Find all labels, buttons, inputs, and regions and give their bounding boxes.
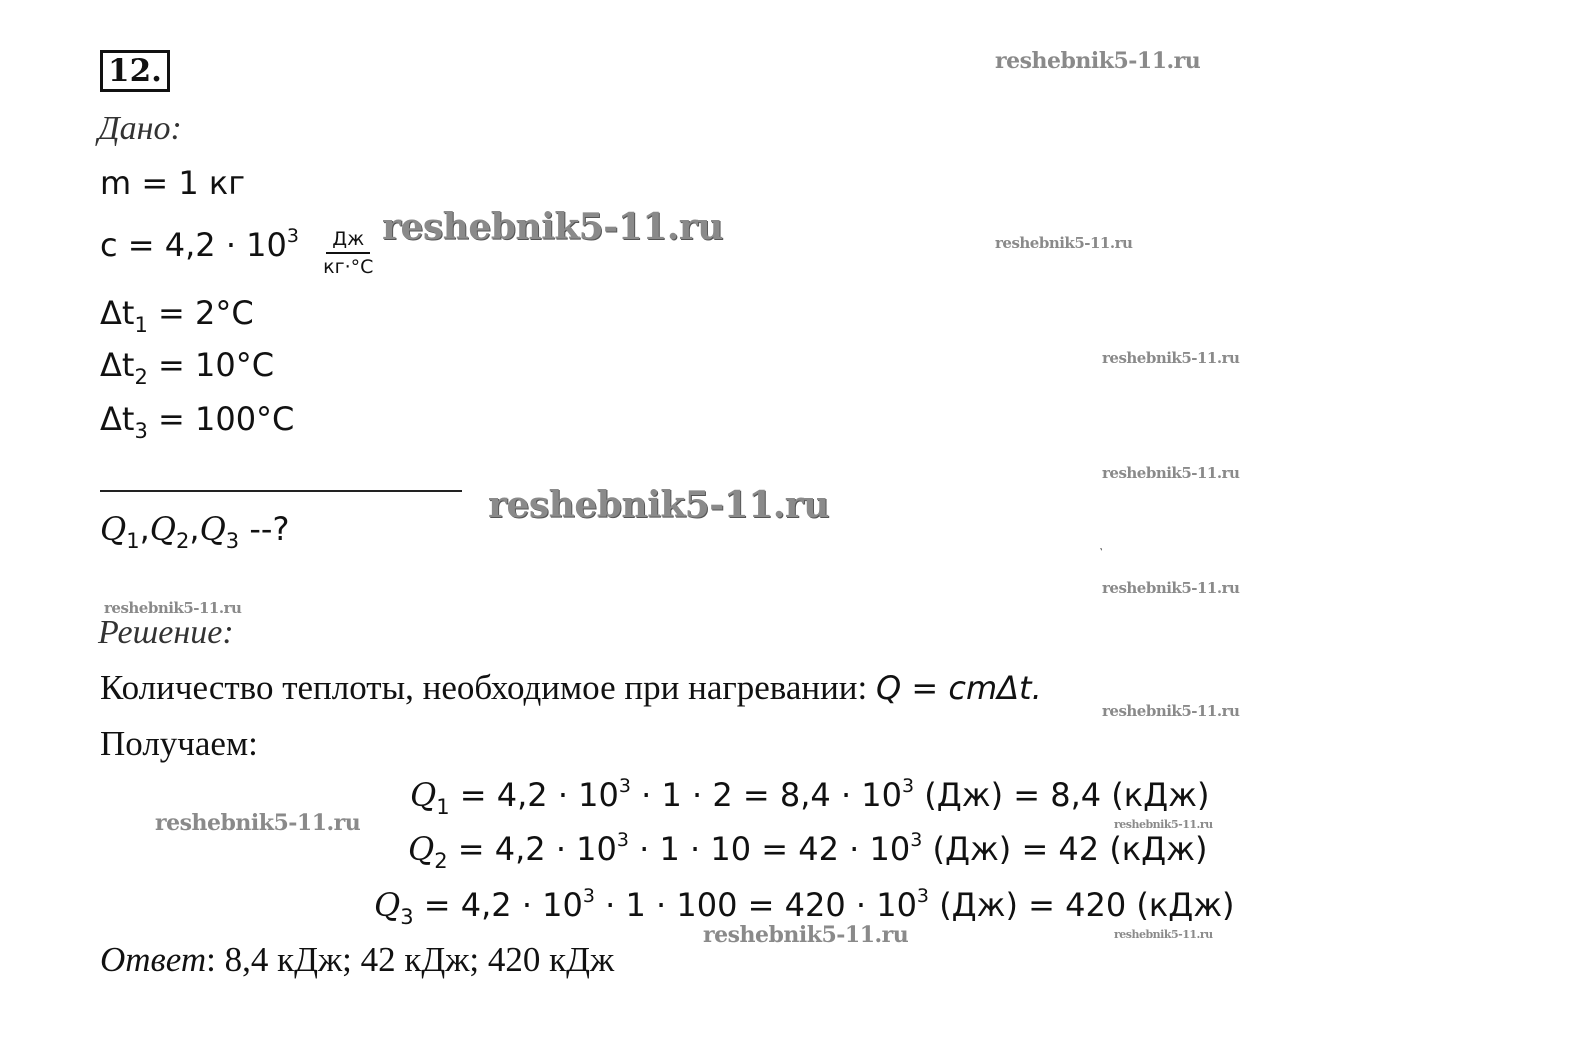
find-q1-sub: 1	[126, 529, 140, 553]
watermark: reshebnik5-11.ru	[1102, 464, 1240, 482]
given-dt1	[100, 294, 254, 337]
given-dt3	[100, 400, 295, 443]
dt1-value: = 2°C	[147, 294, 254, 332]
find-q1: Q	[100, 510, 127, 548]
q1-exp-1: 3	[618, 775, 631, 797]
q3-exp-1: 3	[582, 885, 595, 907]
find-q2-sub: 2	[176, 529, 190, 553]
equation-q2	[408, 829, 1208, 873]
answer-label: Ответ	[100, 940, 207, 979]
watermark: reshebnik5-11.ru	[155, 810, 361, 836]
solution-heading: Решение:	[98, 614, 234, 651]
dt1-subscript: 1	[134, 313, 148, 337]
dt3-subscript: 3	[134, 419, 148, 443]
q3-subscript: 3	[400, 905, 414, 929]
solution-line-2: Получаем:	[100, 724, 258, 763]
find-q3-sub: 3	[225, 529, 240, 553]
solution-line-1	[100, 668, 1042, 708]
watermark: reshebnik5-11.ru	[104, 599, 242, 617]
given-specific-heat	[100, 222, 374, 278]
dt2-value: = 10°C	[147, 346, 275, 384]
specific-heat-unit	[323, 228, 373, 278]
specific-heat-value: c = 4,2 · 10	[100, 226, 287, 264]
q2-part-c: (Дж) = 42 (кДж)	[922, 830, 1208, 868]
solution-line-1-text: Количество теплоты, необходимое при нагревании:	[100, 668, 877, 707]
q3-exp-2: 3	[916, 885, 930, 907]
equation-q1	[410, 775, 1210, 819]
q1-part-a: = 4,2 · 10	[449, 776, 619, 814]
q2-subscript: 2	[434, 849, 448, 873]
equation-q3	[374, 885, 1235, 929]
q3-part-c: (Дж) = 420 (кДж)	[929, 886, 1235, 924]
watermark: reshebnik5-11.ru	[703, 922, 909, 948]
find-q3: Q	[199, 510, 226, 548]
q2-symbol: Q	[408, 830, 435, 868]
watermark: reshebnik5-11.ru	[1114, 818, 1213, 831]
q1-symbol: Q	[410, 776, 437, 814]
unit-numerator: Дж	[326, 228, 370, 254]
dt2-subscript: 2	[134, 365, 148, 389]
answer-line	[100, 940, 614, 980]
q2-part-b: · 1 · 10 = 42 · 10	[628, 830, 911, 868]
watermark: reshebnik5-11.ru	[488, 484, 829, 526]
given-divider	[100, 490, 462, 492]
q3-part-b: · 1 · 100 = 420 · 10	[594, 886, 917, 924]
q3-part-a: = 4,2 · 10	[413, 886, 583, 924]
heat-formula: Q = cmΔt.	[876, 669, 1042, 707]
q1-part-b: · 1 · 2 = 8,4 · 10	[630, 776, 903, 814]
q1-exp-2: 3	[902, 775, 915, 797]
q1-subscript: 1	[436, 795, 450, 819]
watermark: reshebnik5-11.ru	[1102, 349, 1240, 367]
watermark: reshebnik5-11.ru	[1102, 579, 1240, 597]
q3-symbol: Q	[374, 886, 401, 924]
q2-exp-1: 3	[616, 829, 629, 851]
stray-mark: ˺	[1099, 545, 1103, 559]
find-line: $Q_1,Q_2,Q_3$ --?	[100, 510, 290, 553]
watermark: reshebnik5-11.ru	[995, 234, 1133, 252]
watermark: reshebnik5-11.ru	[1114, 928, 1213, 941]
unit-denominator: кг·°C	[323, 256, 374, 278]
watermark: reshebnik5-11.ru	[1102, 702, 1240, 720]
find-question: --?	[239, 510, 290, 548]
watermark: reshebnik5-11.ru	[995, 48, 1201, 74]
find-q2: Q	[149, 510, 177, 548]
dt3-symbol: Δt	[100, 400, 135, 438]
answer-text: : 8,4 кДж; 42 кДж; 420 кДж	[206, 940, 615, 979]
q2-exp-2: 3	[910, 829, 923, 851]
dt2-symbol: Δt	[100, 346, 135, 384]
dt1-symbol: Δt	[100, 294, 135, 332]
dt3-value: = 100°C	[147, 400, 295, 438]
given-dt2	[100, 346, 275, 389]
q1-part-c: (Дж) = 8,4 (кДж)	[914, 776, 1210, 814]
specific-heat-exponent: 3	[286, 225, 299, 247]
watermark: reshebnik5-11.ru	[382, 206, 723, 248]
problem-number: 12.	[100, 50, 170, 92]
given-mass: m = 1 кг	[100, 164, 245, 202]
q2-part-a: = 4,2 · 10	[447, 830, 617, 868]
given-heading: Дано:	[98, 110, 182, 147]
